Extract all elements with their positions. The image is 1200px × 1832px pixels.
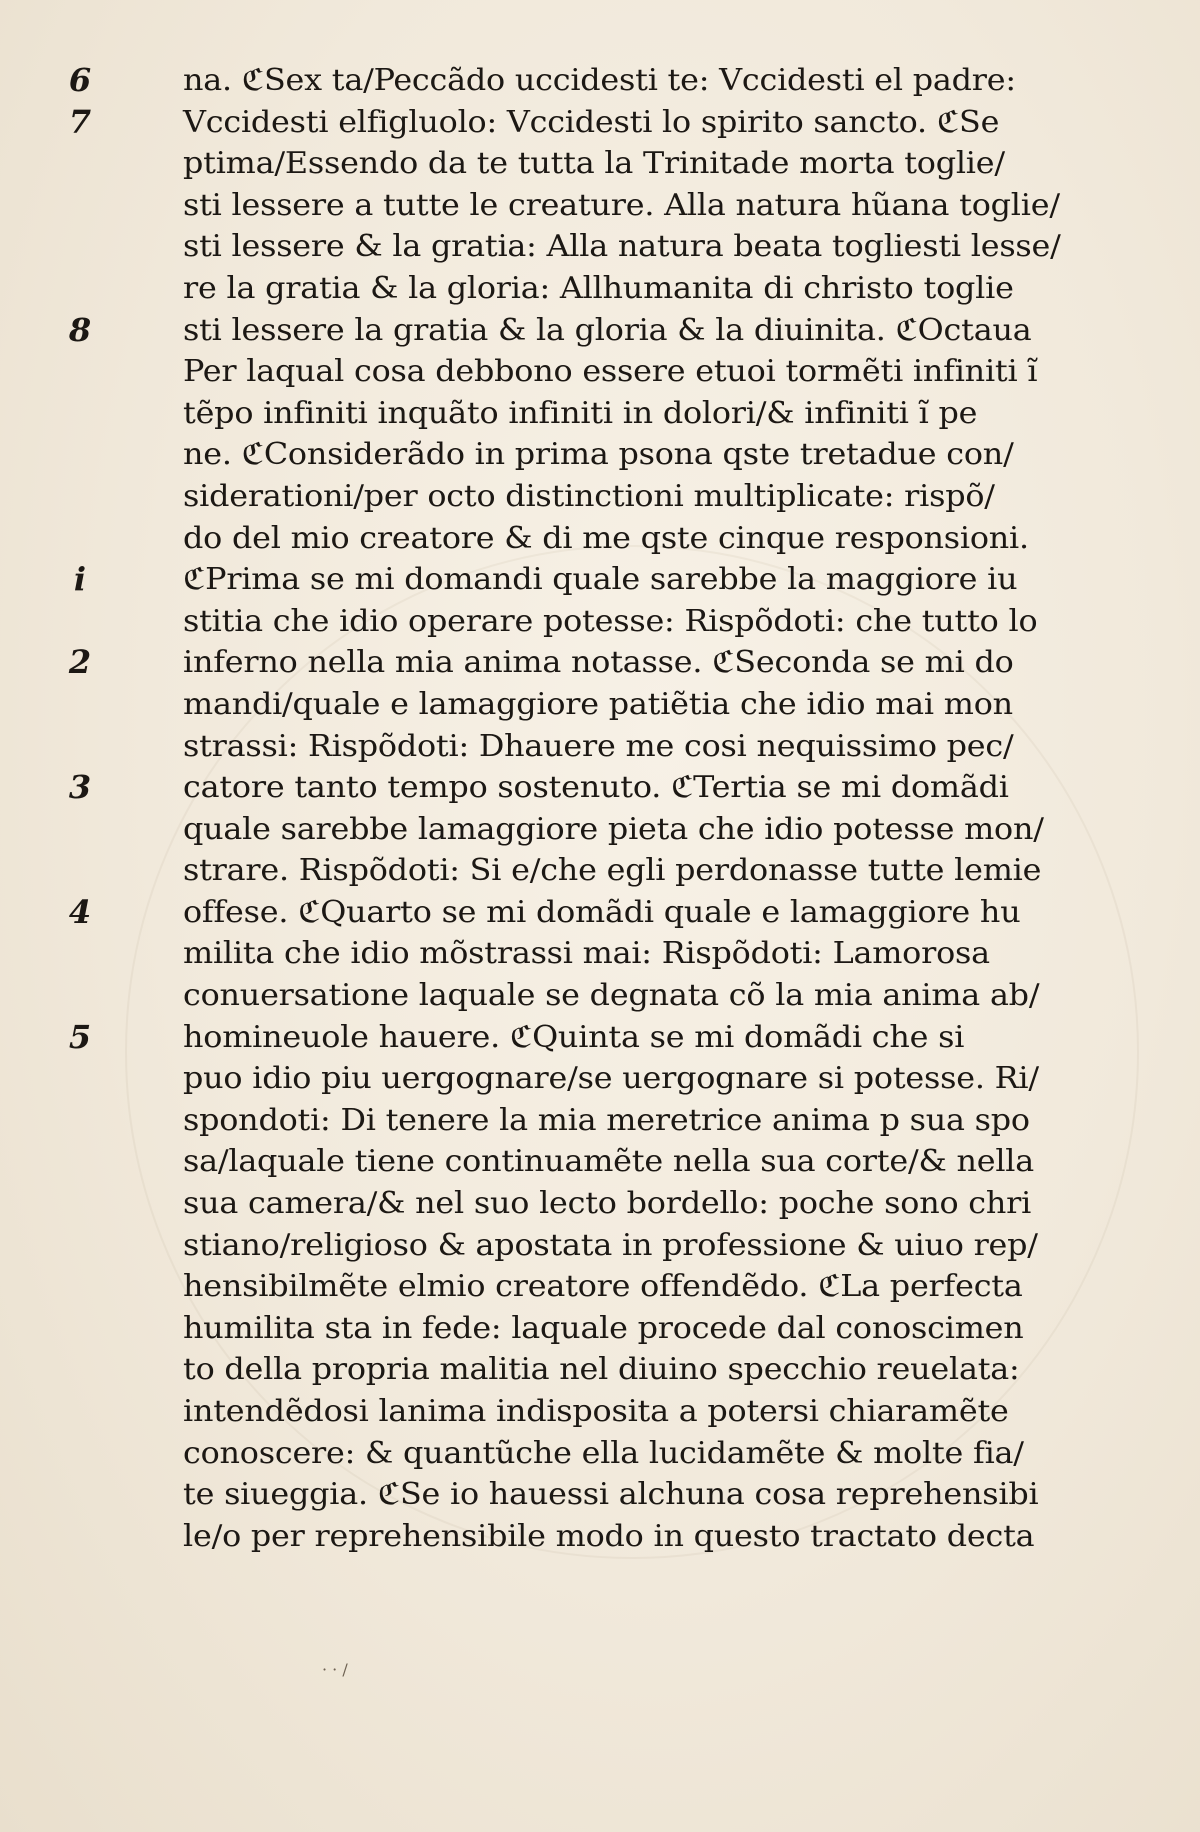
text-line: ptima/Essendo da te tutta la Trinitade morta toglie/ <box>183 146 1005 182</box>
text-line: re la gratia & la gloria: Allhumanita di christo toglie <box>183 270 1014 306</box>
text-line: stitia che idio operare potesse: Rispõdoti: che tutto lo <box>183 603 1038 639</box>
text-line: sa/laquale tiene continuamẽte nella sua corte/& nella <box>183 1144 1034 1180</box>
text-line: tẽpo infiniti inquãto infiniti in dolori/& infiniti ĩ pe <box>183 395 978 431</box>
text-line: Per laqual cosa debbono essere etuoi tormẽti infiniti ĩ <box>183 354 1038 390</box>
text-line: mandi/quale e lamaggiore patiẽtia che idio mai mon <box>183 686 1013 722</box>
text-line: sti lessere & la gratia: Alla natura beata togliesti lesse/ <box>183 229 1061 265</box>
margin-numbers-column <box>0 60 140 1460</box>
margin-number: 6 <box>68 61 92 99</box>
text-line: hensibilmẽte elmio creatore offendẽdo. ℭLa perfecta <box>183 1269 1023 1305</box>
margin-number: 4 <box>68 893 92 931</box>
text-line: catore tanto tempo sostenuto. ℭTertia se mi domãdi <box>183 770 1009 806</box>
text-line: to della propria malitia nel diuino specchio reuelata: <box>183 1352 1020 1388</box>
text-line: na. ℭSex ta/Peccãdo uccidesti te: Vccidesti el padre: <box>183 63 1016 98</box>
text-line: sti lessere la gratia & la gloria & la diuinita. ℭOctaua <box>183 312 1032 348</box>
text-line: intendẽdosi lanima indisposita a potersi chiaramẽte <box>183 1394 1009 1429</box>
text-line: humilita sta in fede: laquale procede dal conoscimen <box>183 1310 1024 1346</box>
text-line: offese. ℭQuarto se mi domãdi quale e lamaggiore hu <box>183 894 1021 930</box>
text-line: milita che idio mõstrassi mai: Rispõdoti: Lamorosa <box>183 936 990 972</box>
text-line: siderationi/per octo distinctioni multiplicate: rispõ/ <box>183 478 995 514</box>
text-line: ℭPrima se mi domandi quale sarebbe la maggiore iu <box>183 562 1018 598</box>
text-line: strassi: Rispõdoti: Dhauere me cosi nequissimo pec/ <box>183 728 1014 764</box>
text-line: inferno nella mia anima notasse. ℭSeconda se mi do <box>183 645 1014 681</box>
margin-number: 2 <box>68 643 92 682</box>
margin-number: 8 <box>68 310 92 349</box>
text-line: strare. Rispõdoti: Si e/che egli perdonasse tutte lemie <box>183 853 1042 889</box>
text-line: sua camera/& nel suo lecto bordello: poche sono chri <box>183 1186 1032 1222</box>
text-line: stiano/religioso & apostata in professione & uiuo rep/ <box>183 1227 1038 1263</box>
text-line: le/o per reprehensibile modo in questo tractato decta <box>183 1518 1035 1554</box>
text-line: spondoti: Di tenere la mia meretrice anima p sua spo <box>183 1102 1030 1138</box>
text-line: Vccidesti elfigluolo: Vccidesti lo spirito sancto. ℭSe <box>183 104 1000 140</box>
text-line: conuersatione laquale se degnata cõ la mia anima ab/ <box>183 978 1040 1014</box>
text-line: te siueggia. ℭSe io hauessi alchuna cosa reprehensibi <box>183 1477 1039 1513</box>
text-line: homineuole hauere. ℭQuinta se mi domãdi che si <box>183 1019 965 1055</box>
margin-number: 5 <box>68 1017 92 1056</box>
margin-number: 7 <box>68 102 92 141</box>
text-block <box>183 60 1083 1557</box>
text-line: conoscere: & quantũche ella lucidamẽte & molte fia/ <box>183 1435 1024 1471</box>
text-line: sti lessere a tutte le creature. Alla natura hũana toglie/ <box>183 187 1060 223</box>
text-line: quale sarebbe lamaggiore pieta che idio potesse mon/ <box>183 811 1044 847</box>
margin-number: 3 <box>68 768 92 807</box>
text-line: ne. ℭConsiderãdo in prima psona qste tretadue con/ <box>183 437 1014 473</box>
text-line: do del mio creatore & di me qste cinque responsioni. <box>183 520 1029 556</box>
stray-ink-marks: · · / <box>322 1660 348 1679</box>
text-line: puo idio piu uergognare/se uergognare si potesse. Ri/ <box>183 1061 1039 1097</box>
margin-number: i <box>73 560 87 599</box>
